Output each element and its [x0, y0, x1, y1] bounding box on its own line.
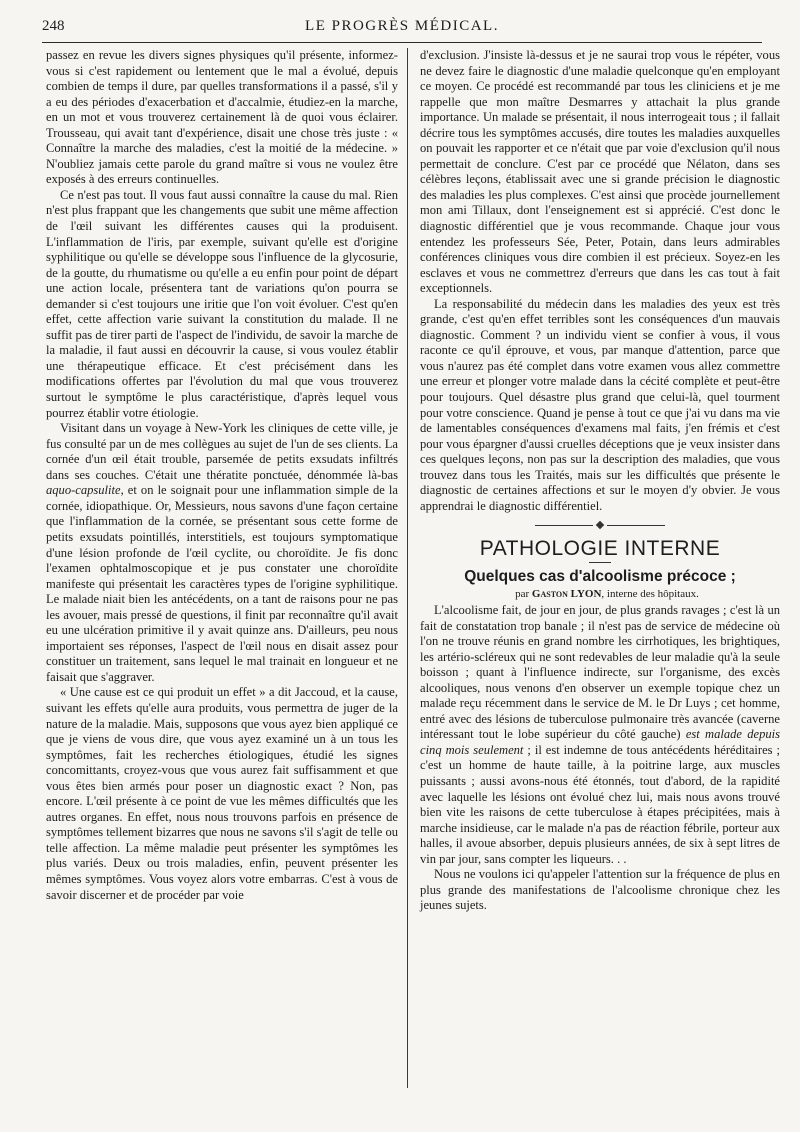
paragraph: Ce n'est pas tout. Il vous faut aussi connaître la cause du mal. Rien n'est plus frappant que les changements que subit une même affection de l'œil suivant les différentes causes qui la produisent. L'inflammation de l'iris, par exemple, suivant qu'elle est d'origine syphilitique ou qu'elle se développe sous l'influence de la glycosurie, de la goutte, du rhumatisme ou qu'elle a eu enfin pour point de départ une action locale, présentera tant de variations qu'on pourra se demander si c'est toujours une iritie que l'on voit évoluer. C'est qu'en effet, cette affection varie suivant la constitution du malade. Il ne suffit pas de tirer parti de l'aspect de l'individu, de savoir la marche de la maladie, il faut aussi en découvrir la cause, si vous voulez établir une thérapeutique efficace. Et c'est précisément dans les modifications offertes par l'évolution du mal que vous trouverez surtout le symptôme le plus caractéristique, d'après lequel vous pourrez établir votre étiologie.	[46, 187, 398, 420]
article-title: Quelques cas d'alcoolisme précoce ;	[464, 568, 736, 586]
page-header	[42, 14, 762, 43]
title-rule	[589, 562, 611, 564]
author-name: Gaston LYON	[531, 588, 602, 601]
section-title: PATHOLOGIE INTERNE	[479, 537, 721, 561]
paragraph: Nous ne voulons ici qu'appeler l'attention sur la fréquence de plus en plus grande des manifestations de l'alcoolisme chronique chez les jeunes sujets.	[420, 867, 780, 913]
ornament-divider	[420, 521, 780, 529]
paragraph: « Une cause est ce qui produit un effet » a dit Jaccoud, et la cause, suivant les effets qu'elle aura produits, vous permettra de juger de la nature de la maladie. Mais, supposons que vous ayez bien appliqué ce que je viens de vous dire, que vous ayez examiné un à un tous les symptômes, fait les recherches étiologiques, étudié les signes concomittants, croyez-vous que vous aurez fait suffisamment et que vous êtes bien armés pour poser un diagnostic exact ? Non, pas encore. L'œil présente à ce point de vue les mêmes difficultés que les autres organes. En effet, nous nous trouvons parfois en présence de symptômes tellement bizarres que nous ne savons s'il s'agit de telle ou telle affection. La même maladie peut présenter les symptômes les plus variés. Deux ou trois maladies, enfin, peuvent présenter les mêmes symptômes. Vous voyez alors votre embarras. C'est à vous de savoir discerner et de procéder par voie	[46, 685, 398, 902]
running-title: LE PROGRÈS MÉDICAL.	[305, 18, 499, 34]
italic-phrase: est malade depuis cinq mois seulement	[420, 727, 781, 757]
paragraph: La responsabilité du médecin dans les maladies des yeux est très grande, c'est qu'en effet terribles sont les conséquences d'un mauvais diagnostic. Comment ? un individu vient se confier à vous, il vous raconte ce qu'il éprouve, et vous, par manque d'attention, parce que vous n'aurez pas été complet dans votre examen vous allez commettre une erreur et plonger votre malade dans la cécité complète et peut-être pour toujours. Quel désastre plus grand que celui-là, quel tourment pour votre conscience. Quand je pense à tout ce que j'ai vu dans ma vie de lamentables conséquences d'examens mal faits, j'en frémis et c'est pour vous épargner d'aussi cruelles déceptions que je veux insister dans ces quelques leçons, non pas sur la description des maladies, que vous trouvez dans tous les Traités, mais sur les difficultés que présente le diagnostic de certaines affections et sur le moyen d'y obvier. Je vous apprendrai le diagnostic différentiel.	[420, 296, 780, 513]
paragraph: L'alcoolisme fait, de jour en jour, de plus grands ravages ; c'est là un fait de constatation trop banale ; il n'est pas de service de médecine où l'on ne trouve réunis en grand nombre les cirrhotiques, les brightiques, les artério-scléreux qui ne sont redevables de leur maladie qu'à la seule boisson ; quant à l'influence indirecte, sur l'organisme, des excès alcooliques, nous venons d'en observer un exemple topique chez un malade reçu récemment dans le service de M. le Dr Luys ; cet homme, entré avec des lésions de tuberculose pulmonaire très avancée (caverne intéressant tout le lobe supérieur du côté gauche) est malade depuis cinq mois seulement ; il est indemne de tous antécédents héréditaires ; c'est un homme de haute taille, à la poitrine large, aux muscles puissants ; aussi avons-nous été étonnés, tout d'abord, de la rapidité avec laquelle les lésions ont évolué chez lui, mais nous avons trouvé bien vite les raisons de cette tuberculose à étapes précipitées, mais à marche insidieuse, car le malade n'a pas de réaction fébrile, porteur aux halles, il avoue absorber, depuis plusieurs années, de six à sept litres de vin par jour, sans compter les liqueurs. . .	[420, 603, 781, 866]
byline: par Gaston LYON, interne des hôpitaux.	[515, 588, 699, 601]
paragraph: passez en revue les divers signes physiques qu'il présente, informez-vous si c'est rapidement ou lentement que le mal a évolué, depuis combien de temps il dure, par quelles transformations il a passé, s'il y a eu des périodes d'exacerbation et d'accalmie, étudiez-en la marche, en un mot et vous trouverez certainement là de quoi vous éclairer. Trousseau, qui avait tant d'expérience, disait une chose très juste : « Connaître la marche des maladies, c'est la moitié de la médecine. » N'oubliez jamais cette parole du grand maître si vous ne voulez être exposés à des erreurs continuelles.	[46, 48, 398, 187]
left-column	[46, 48, 398, 903]
paragraph: d'exclusion. J'insiste là-dessus et je ne saurai trop vous le répéter, vous ne devez faire le diagnostic d'une maladie quelconque qu'en employant ce moyen. Ce procédé est recommandé par tous les cliniciens et je me rappelle que mon maître Desmarres y attachait la plus grande importance. Un malade se présentait, il nous interrogeait tous ; il fallait décrire tous les symptômes accusés, dire toutes les maladies auxquelles on pouvait les rapporter et ce n'était que par voie d'exclusion qu'il nous permettait de conclure. C'est par ce procédé que Nélaton, dans ses célèbres leçons, établissait avec une si grande précision le diagnostic des maladies les plus complexes. C'est ainsi que procède journellement mon ami Tillaux, dont l'enseignement est si apprécié. C'est donc le diagnostic différentiel que je vous recommande. Chaque jour vous entendez les professeurs Sée, Peter, Potain, dans leurs admirables conférences cliniques vous dire combien il est précieux. Soyez-en les esclaves et vous ne commettrez d'erreurs que dans les cas tout à fait exceptionnels.	[420, 48, 780, 296]
paragraph: Visitant dans un voyage à New-York les cliniques de cette ville, je fus consulté par un de mes collègues au sujet de l'un de ses clients. La cornée d'un œil était trouble, parsemée de petits exsudats infiltrés dans ses couches. C'était une thératite ponctuée, dénommée là-bas aquo-capsulite, et on le soignait pour une inflammation simple de la cornée, idiopathique. Or, Messieurs, nous savons d'une façon certaine que l'inflammation de la cornée, se présentant sous cette forme de petits exsudats pointillés, interstitiels, est toujours symptomatique d'une lésion profonde de l'œil cyclite, ou choroïdite. Je fis donc l'examen ophtalmoscopique et je pus constater une choroïdite manifeste qui présentait les caractères types de l'origine syphilitique. Le malade niait bien les antécédents, on a tant de raisons pour ne pas les avouer, mais pressé de questions, il finit par reconnaître qu'il avait eu une ulcération primitive il y avait quinze ans. D'ailleurs, peu nous importaient ses réponses, l'aspect de l'œil nous en disait assez pour constituer un traitement, sans lequel le mal trainait en longueur et ne faisait que s'aggraver.	[46, 421, 398, 684]
column-divider	[407, 48, 408, 1088]
italic-term: aquo-capsulite	[46, 483, 121, 498]
page-number: 248	[42, 18, 65, 34]
right-column	[420, 48, 780, 914]
